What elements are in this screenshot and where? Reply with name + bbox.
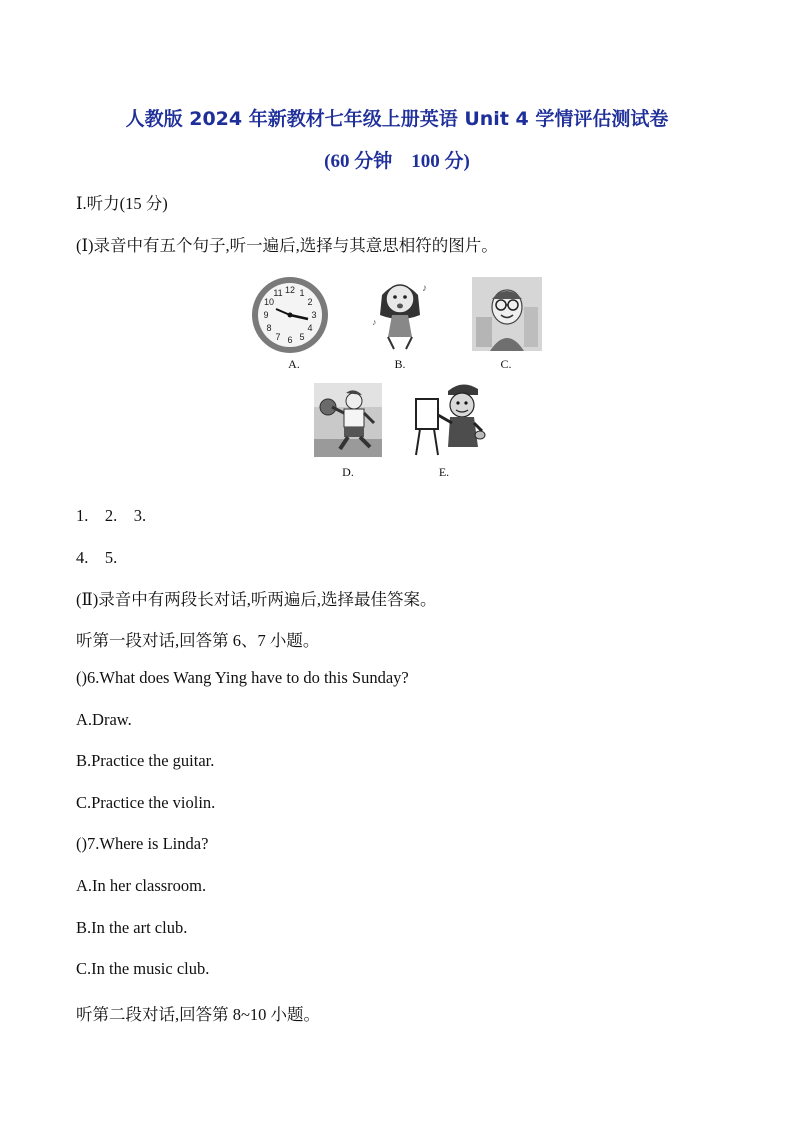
svg-text:♪: ♪ bbox=[422, 283, 427, 294]
svg-text:7: 7 bbox=[275, 332, 281, 342]
dialog1-intro: 听第一段对话,回答第 6、7 小题。 bbox=[76, 631, 320, 650]
svg-text:9: 9 bbox=[263, 310, 269, 320]
section-heading: Ⅰ.听力(15 分) bbox=[76, 194, 168, 213]
question-6: ()6.What does Wang Ying have to do this Sunday? bbox=[76, 668, 409, 687]
painting-boy-icon bbox=[412, 381, 486, 457]
picture-label-a: A. bbox=[288, 357, 300, 371]
picture-label-b: B. bbox=[394, 357, 406, 371]
page-title: 人教版 2024 年新教材七年级上册英语 Unit 4 学情评估测试卷 bbox=[125, 108, 669, 130]
svg-text:11: 11 bbox=[273, 288, 283, 298]
svg-text:10: 10 bbox=[263, 297, 275, 307]
svg-text:12: 12 bbox=[284, 285, 296, 295]
clock-icon bbox=[250, 275, 334, 355]
part1-instruction: (Ⅰ)录音中有五个句子,听一遍后,选择与其意思相符的图片。 bbox=[76, 236, 498, 255]
question-7: ()7.Where is Linda? bbox=[76, 834, 209, 853]
svg-text:1: 1 bbox=[299, 288, 305, 298]
svg-text:♪: ♪ bbox=[372, 317, 377, 327]
man-with-glasses-icon bbox=[472, 277, 542, 351]
q6-option-a: A.Draw. bbox=[76, 710, 132, 729]
answer-row-2: 4. 5. bbox=[76, 548, 118, 567]
part2-instruction: (Ⅱ)录音中有两段长对话,听两遍后,选择最佳答案。 bbox=[76, 590, 437, 609]
answer-row-1: 1. 2. 3. bbox=[76, 506, 147, 525]
picture-label-d: D. bbox=[342, 465, 354, 479]
q7-option-b: B.In the art club. bbox=[76, 918, 188, 937]
svg-text:5: 5 bbox=[299, 332, 305, 342]
q7-option-a: A.In her classroom. bbox=[76, 876, 207, 895]
svg-text:2: 2 bbox=[307, 297, 313, 307]
page-subtitle: (60 分钟 100 分) bbox=[324, 151, 470, 172]
q6-option-c: C.Practice the violin. bbox=[76, 793, 216, 812]
svg-text:6: 6 bbox=[287, 335, 293, 345]
picture-label-e: E. bbox=[438, 465, 450, 479]
svg-text:4: 4 bbox=[307, 323, 313, 333]
svg-text:8: 8 bbox=[266, 323, 272, 333]
q6-option-b: B.Practice the guitar. bbox=[76, 751, 215, 770]
basketball-player-icon bbox=[314, 383, 382, 457]
dialog2-intro: 听第二段对话,回答第 8~10 小题。 bbox=[76, 1005, 321, 1024]
singing-girl-icon bbox=[368, 275, 432, 351]
q7-option-c: C.In the music club. bbox=[76, 959, 210, 978]
svg-text:3: 3 bbox=[311, 310, 317, 320]
picture-label-c: C. bbox=[500, 357, 512, 371]
